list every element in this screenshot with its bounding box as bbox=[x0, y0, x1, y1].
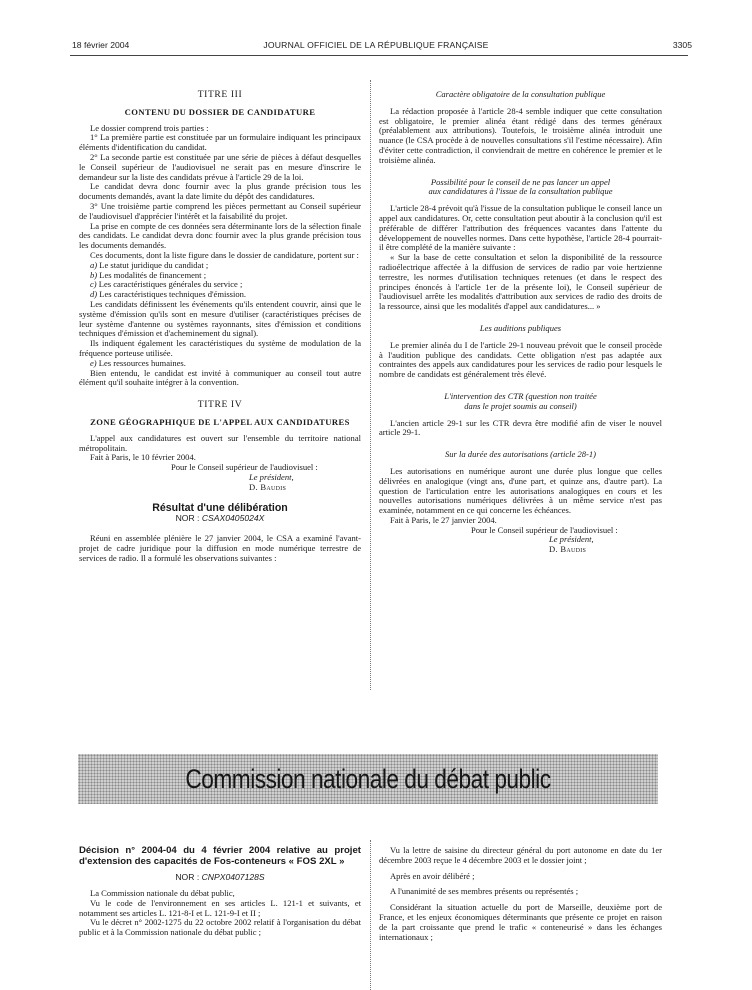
bottom-right-column bbox=[379, 846, 662, 942]
signature-role: Le président, bbox=[549, 534, 594, 545]
paragraph: Bien entendu, le candidat est invité à communiquer au conseil tout autre élément qu'il souhaite intégrer à la convention. bbox=[79, 367, 361, 388]
header-page-number: 3305 bbox=[672, 40, 692, 50]
paragraph: 2° La seconde partie est constituée par une série de pièces à défaut desquelles le Conseil supérieur de l'audiovisuel ne serait pas en mesure d'inscrire le demandeur sur la liste des candidats prévue à l'article 29 de la loi. bbox=[79, 151, 361, 182]
paragraph: La Commission nationale du débat public, bbox=[90, 887, 235, 898]
list-item: b) Les modalités de financement ; bbox=[90, 269, 207, 280]
signature-name: D. Baudis bbox=[249, 481, 287, 492]
paragraph: Le dossier comprend trois parties : bbox=[90, 122, 209, 133]
paragraph: L'article 28-4 prévoit qu'à l'issue de la consultation publique le conseil lance un appel aux candidatures. Or, cette consultation peut aboutir à la conclusion qu'il est préférable de différer l'attribution des fréquences vacantes dans l'attente du développement de nouvelles normes. Dans cette hypothèse, l'article 28-4 pourrait-il être complété de la manière suivante : bbox=[379, 203, 662, 253]
list-item: c) Les caractéristiques générales du service ; bbox=[90, 279, 243, 290]
signature-for: Pour le Conseil supérieur de l'audiovisuel : bbox=[171, 462, 318, 473]
paragraph: A l'unanimité de ses membres présents ou représentés ; bbox=[390, 886, 579, 897]
heading-zone: ZONE GÉOGRAPHIQUE DE L'APPEL AUX CANDIDATURES bbox=[90, 416, 350, 427]
fait-a-paris: Fait à Paris, le 27 janvier 2004. bbox=[390, 514, 497, 525]
titre-4: TITRE IV bbox=[197, 399, 243, 411]
section-heading: L'intervention des CTR (question non traitée bbox=[444, 390, 597, 401]
decision-title: Décision n° 2004-04 du 4 février 2004 relative au projet d'extension des capacités de Fos-conteneurs « FOS 2XL » bbox=[79, 845, 361, 867]
section-banner bbox=[78, 754, 658, 804]
paragraph: L'ancien article 29-1 sur les CTR devra être modifié afin de viser le nouvel article 29-1. bbox=[379, 417, 662, 438]
resultat-heading: Résultat d'une délibération bbox=[152, 502, 288, 515]
paragraph: L'appel aux candidatures est ouvert sur l'ensemble du territoire national métropolitain. bbox=[79, 432, 361, 453]
heading-dossier: CONTENU DU DOSSIER DE CANDIDATURE bbox=[124, 106, 316, 117]
section-heading: Sur la durée des autorisations (article 28-1) bbox=[445, 449, 596, 460]
nor-line: NOR : CNPX0407128S bbox=[175, 872, 265, 883]
paragraph: Les autorisations en numérique auront une durée plus longue que celles délivrées en analogique (vingt ans, d'une part, et quinze ans, d'autre part). La question de l'articulation entre les autorisations analogiques en cours et les nouvelles autorisations numériques délivrées à un même service n'est pas examinée, notamment en ce qui concerne les échéances. bbox=[379, 465, 662, 516]
paragraph: Vu le décret n° 2002-1275 du 22 octobre 2002 relatif à l'organisation du débat public et à la Commission nationale du débat public ; bbox=[79, 917, 361, 938]
list-item: d) Les caractéristiques techniques d'émission. bbox=[90, 289, 247, 300]
banner-title: Commission nationale du débat public bbox=[185, 764, 551, 794]
header-date: 18 février 2004 bbox=[72, 40, 130, 50]
paragraph: Vu le code de l'environnement en ses articles L. 121-1 et suivants, et notamment ses articles L. 121-8-I et L. 121-9-I et II ; bbox=[79, 897, 361, 918]
bottom-left-column bbox=[79, 846, 361, 938]
list-item: e) Les ressources humaines. bbox=[90, 357, 186, 368]
section-heading: Possibilité pour le conseil de ne pas lancer un appel bbox=[430, 176, 611, 187]
section-heading: Les auditions publiques bbox=[479, 322, 562, 333]
paragraph: La prise en compte de ces données sera déterminante lors de la sélection finale des candidats. Le candidat devra donc fournir avec la plus grande précision tous les documents demandés. bbox=[79, 220, 361, 251]
paragraph: 1° La première partie est constituée par un formulaire indiquant les principaux éléments d'identification du candidat. bbox=[79, 132, 361, 153]
nor-line: NOR : CSAX0405024X bbox=[175, 513, 265, 524]
paragraph: Réuni en assemblée plénière le 27 janvier 2004, le CSA a examiné l'avant-projet de cadre juridique pour la diffusion en mode numérique terrestre de services de radio. Il a formulé les observations suivantes : bbox=[79, 533, 361, 563]
list-item: a) Le statut juridique du candidat ; bbox=[90, 259, 209, 270]
paragraph: Le candidat devra donc fournir avec la plus grande précision tous les documents demandés, avant la date limite du dépôt des candidatures. bbox=[79, 181, 361, 202]
paragraph: La rédaction proposée à l'article 28-4 semble indiquer que cette consultation est obligatoire, le premier alinéa étant rédigé dans des termes généraux (préalablement aux attributions). Toutefois, le troisième alinéa introduit une nuance (le CSA procède à de nouvelles consultations s'il l'estime nécessaire). Afin d'éviter cette contradiction, il conviendrait de mettre en cohérence le premier et le troisième alinéa. bbox=[379, 105, 662, 165]
paragraph: Après en avoir délibéré ; bbox=[390, 870, 475, 881]
paragraph: Les candidats définissent les événements qu'ils entendent couvrir, ainsi que le système d'émission qu'ils sont en mesure d'utiliser (caractéristiques précises de leur système d'antenne ou systèmes rayonnants, sites d'émission et conditions techniques d'émission et d'acheminement du signal). bbox=[79, 298, 361, 339]
paragraph: « Sur la base de cette consultation et selon la disponibilité de la ressource radioélectrique affectée à la diffusion de services de radio par voie hertzienne terrestre, les normes d'utilisation techniques retenues (et dans le respect des principes énoncés à l'article 1er de la présente loi), le Conseil supérieur de l'audiovisuel arrête les modalités d'attribution aux services de radio des droits de la ressource, ainsi que les modalités d'appel aux candidatures... » bbox=[379, 252, 662, 312]
right-column bbox=[379, 90, 662, 555]
header-rule bbox=[70, 55, 688, 56]
paragraph: Le premier alinéa du I de l'article 29-1 nouveau prévoit que le conseil procède à l'audition publique des candidats. Cette obligation n'est pas adaptée aux contraintes des appels aux candidatures pour les services de radio pour lesquels le nombre de candidats est généralement très élevé. bbox=[379, 339, 662, 380]
paragraph: Ces documents, dont la liste figure dans le dossier de candidature, portent sur : bbox=[90, 249, 359, 260]
left-column bbox=[79, 90, 361, 563]
header-title: JOURNAL OFFICIEL DE LA RÉPUBLIQUE FRANÇAISE bbox=[263, 40, 489, 50]
section-heading: aux candidatures à l'issue de la consultation publique bbox=[428, 186, 613, 197]
section-heading: Caractère obligatoire de la consultation publique bbox=[435, 89, 606, 99]
fait-a-paris: Fait à Paris, le 10 février 2004. bbox=[90, 452, 196, 463]
signature-role: Le président, bbox=[249, 471, 294, 482]
titre-3: TITRE III bbox=[197, 89, 243, 100]
column-separator bbox=[370, 80, 371, 690]
signature-name: D. Baudis bbox=[549, 544, 587, 555]
signature-for: Pour le Conseil supérieur de l'audiovisuel : bbox=[471, 524, 618, 535]
column-separator bbox=[370, 840, 371, 990]
paragraph: 3° Une troisième partie comprend les pièces permettant au Conseil supérieur de l'audiovisuel d'apprécier l'intérêt et la faisabilité du projet. bbox=[79, 200, 361, 221]
paragraph: Considérant la situation actuelle du port de Marseille, deuxième port de France, et les enjeux économiques déterminants que présente ce projet en raison de la part croissante que prend le trafic « conteneurisé » dans les échanges internationaux ; bbox=[379, 902, 662, 942]
paragraph: Vu la lettre de saisine du directeur général du port autonome en date du 1er décembre 2003 reçue le 4 décembre 2003 et le dossier joint ; bbox=[379, 845, 662, 865]
paragraph: Ils indiquent également les caractéristiques du système de modulation de la fréquence porteuse utilisée. bbox=[79, 338, 361, 358]
section-heading: dans le projet soumis au conseil) bbox=[464, 400, 577, 411]
